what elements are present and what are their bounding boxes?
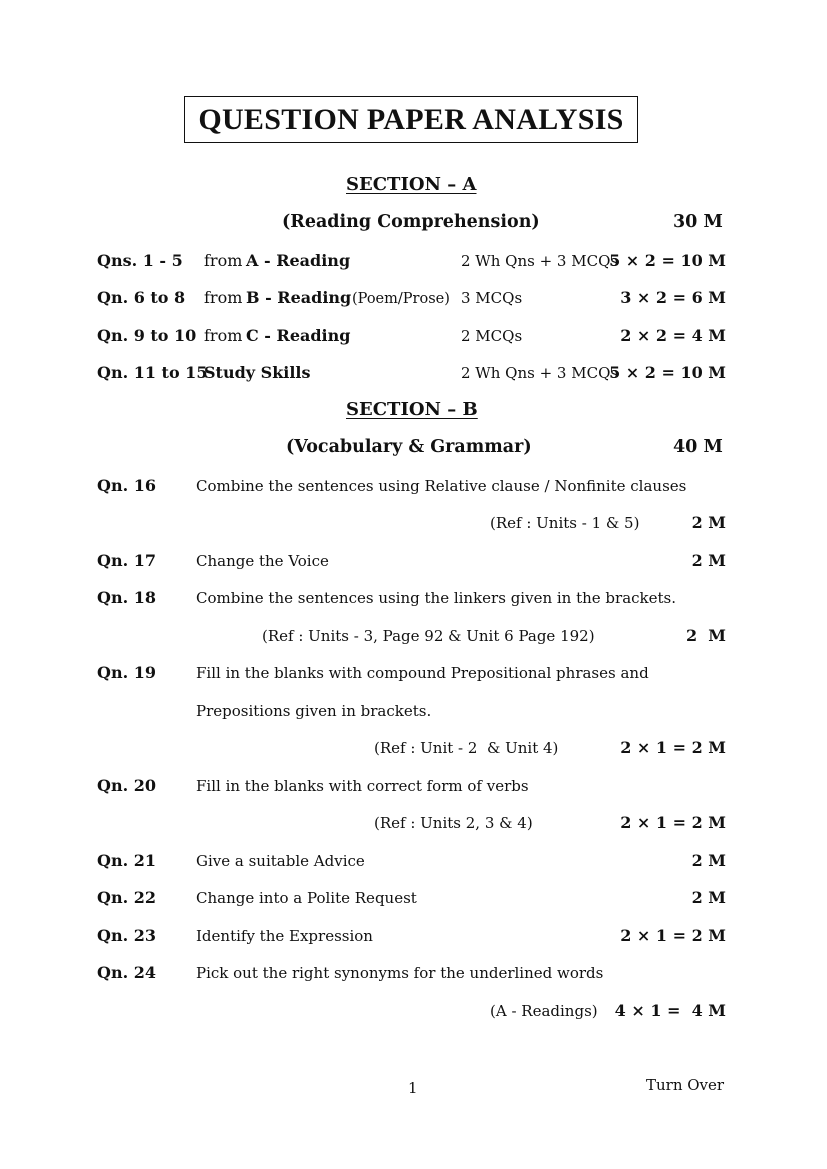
question-text: Combine the sentences using the linkers given in the brackets. [196,589,677,607]
section-b-marks: 40 M [673,437,723,457]
reference: (A - Readings) [490,1002,598,1020]
qn-label: Qn. 24 [97,963,156,982]
question-text: Fill in the blanks with compound Prepositional phrases and [196,664,649,682]
row-marks: 5 × 2 = 10 M [609,363,726,382]
question-text: Fill in the blanks with correct form of verbs [196,777,529,795]
turn-over-note: Turn Over [646,1076,725,1094]
question-text-cont: Prepositions given in brackets. [196,702,432,720]
reference: (Ref : Units - 1 & 5) [490,514,640,532]
reading-source: B - Reading [246,288,352,307]
question-type: 2 Wh Qns + 3 MCQs [461,364,619,382]
qn-label: Qn. 23 [97,926,156,945]
question-marks: 2 M [691,851,726,870]
qn-label: Qn. 20 [97,776,156,795]
qn-label: Qn. 21 [97,851,156,870]
section-a-subheading: (Reading Comprehension) [282,212,540,232]
row-marks: 3 × 2 = 6 M [620,288,726,307]
question-marks: 2 M [691,551,726,570]
question-type: 2 MCQs [461,327,523,345]
reference: (Ref : Units 2, 3 & 4) [374,814,533,832]
qn-label: Qn. 16 [97,476,156,495]
qn-label: Qns. 1 - 5 [97,251,183,270]
row-marks: 2 × 2 = 4 M [620,326,726,345]
question-text: Identify the Expression [196,927,373,945]
reading-source: A - Reading [246,251,351,270]
reference: (Ref : Unit - 2 & Unit 4) [374,739,559,757]
from-text: from [204,251,243,270]
qn-label: Qn. 6 to 8 [97,288,186,307]
question-marks: 2 M [691,888,726,907]
reading-source: C - Reading [246,326,351,345]
question-text: Combine the sentences using Relative clause / Nonfinite clauses [196,477,687,495]
qn-label: Qn. 18 [97,588,156,607]
section-a-heading: SECTION – A [346,174,477,195]
question-text: Change into a Polite Request [196,889,417,907]
page-title: QUESTION PAPER ANALYSIS [184,96,638,143]
question-text: Pick out the right synonyms for the underlined words [196,964,604,982]
from-text: from [204,288,243,307]
question-text: Give a suitable Advice [196,852,365,870]
section-b-heading: SECTION – B [346,399,478,420]
question-marks: 2 × 1 = 2 M [620,738,726,757]
row-marks: 5 × 2 = 10 M [609,251,726,270]
question-marks: 2 × 1 = 2 M [620,926,726,945]
question-marks: 2 × 1 = 2 M [620,813,726,832]
section-b-subheading: (Vocabulary & Grammar) [286,437,532,457]
qn-label: Qn. 17 [97,551,156,570]
qn-label: Qn. 9 to 10 [97,326,197,345]
question-text: Change the Voice [196,552,329,570]
question-marks: 4 × 1 = 4 M [614,1001,726,1020]
reference: (Ref : Units - 3, Page 92 & Unit 6 Page 192) [262,627,595,645]
question-marks: 2 M [691,513,726,532]
reading-source: Study Skills [204,363,311,382]
reading-extra: (Poem/Prose) [352,291,450,307]
question-type: 3 MCQs [461,289,523,307]
qn-label: Qn. 11 to 15 [97,363,208,382]
from-text: from [204,326,243,345]
qn-label: Qn. 22 [97,888,156,907]
question-type: 2 Wh Qns + 3 MCQs [461,252,619,270]
question-marks: 2 M [686,626,726,645]
section-a-marks: 30 M [673,212,723,232]
qn-label: Qn. 19 [97,663,156,682]
page-number: 1 [408,1079,418,1097]
